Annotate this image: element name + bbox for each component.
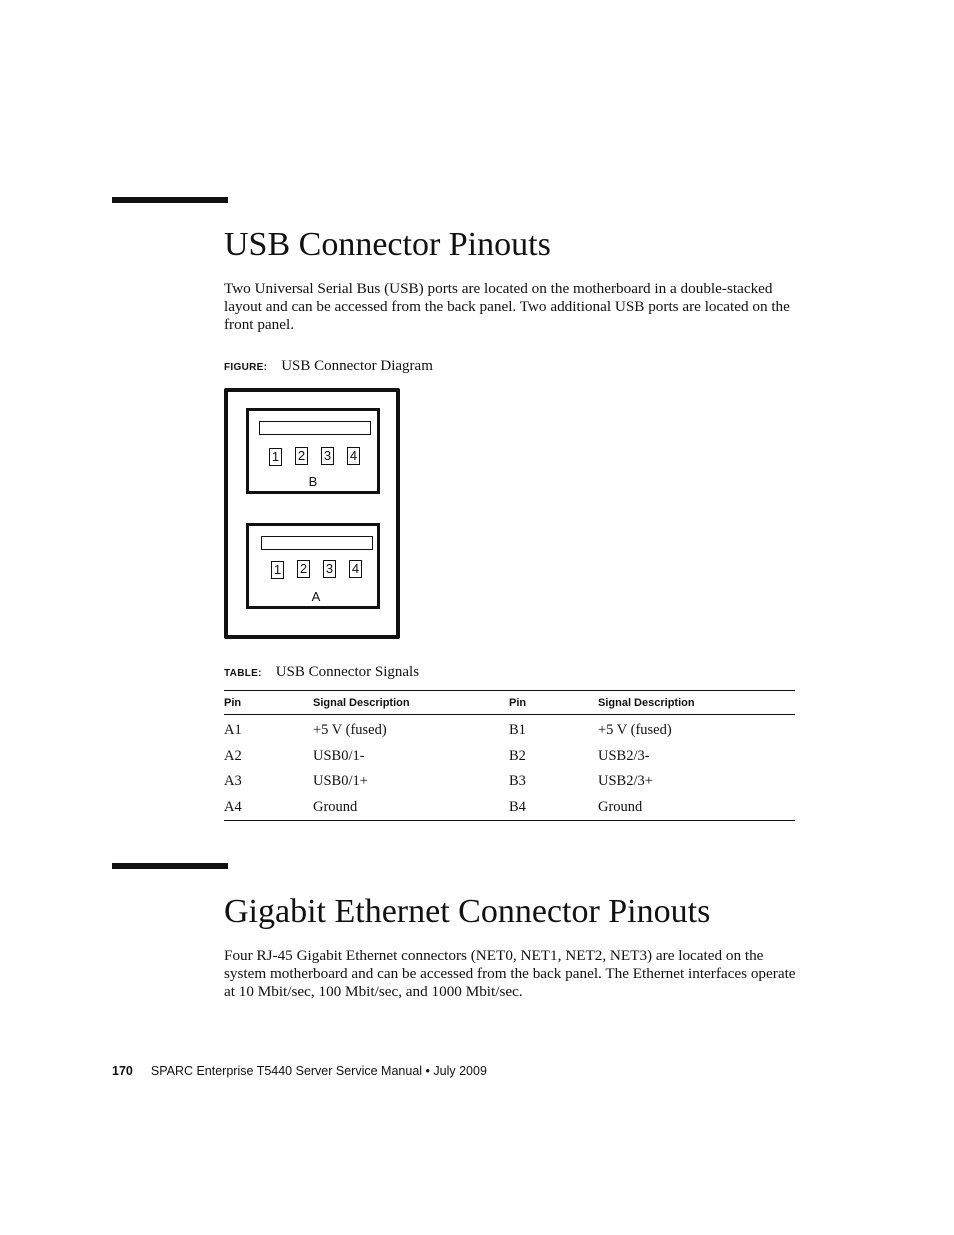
footer-separator: •	[425, 1064, 430, 1078]
cell-signal: Ground	[313, 798, 358, 815]
header-signal-description: Signal Description	[313, 691, 509, 715]
table-title: USB Connector Signals	[275, 664, 420, 680]
usb-port-a-slot	[261, 536, 373, 550]
heading-usb-connector-pinouts: USB Connector Pinouts	[224, 226, 551, 263]
cell-signal: +5 V (fused)	[313, 722, 387, 739]
figure-title: USB Connector Diagram	[281, 358, 433, 374]
cell-signal: Ground	[598, 798, 643, 815]
cell-signal: USB0/1-	[313, 747, 365, 764]
usb-port-a-label: A	[311, 589, 321, 604]
usb-port-a-pin-2: 2	[297, 560, 310, 578]
usb-port-b-pin-4: 4	[347, 447, 360, 465]
table-row	[224, 769, 795, 795]
cell-pin: B2	[509, 747, 526, 764]
figure-caption	[224, 358, 433, 375]
table-header-row	[224, 691, 795, 715]
cell-pin: B1	[509, 722, 526, 739]
usb-port-a-pin-3: 3	[323, 560, 336, 578]
footer-doc-title: SPARC Enterprise T5440 Server Service Manual	[150, 1064, 423, 1078]
usb-intro-paragraph: Two Universal Serial Bus (USB) ports are located on the motherboard in a double-stacked layout and can be accessed from the back panel. Two additional USB ports are located on the front panel.	[224, 280, 790, 333]
page-number: 170	[112, 1064, 133, 1078]
cell-pin: A2	[224, 747, 242, 764]
footer-date: July 2009	[433, 1064, 487, 1078]
table-row	[224, 744, 795, 770]
usb-signals-table	[224, 690, 795, 821]
header-pin: Pin	[509, 691, 598, 715]
cell-signal: +5 V (fused)	[598, 722, 672, 739]
usb-port-b-pin-1: 1	[269, 448, 282, 466]
usb-port-b-slot	[259, 421, 371, 435]
cell-signal: USB2/3+	[598, 773, 653, 790]
table-row	[224, 795, 795, 821]
table-caption	[224, 664, 419, 681]
cell-pin: B3	[509, 773, 526, 790]
figure-label: FIGURE:	[224, 362, 268, 373]
usb-port-b-pin-2: 2	[295, 447, 308, 465]
table-row	[224, 715, 795, 744]
usb-port-b	[246, 408, 380, 494]
cell-pin: A1	[224, 722, 242, 739]
header-pin: Pin	[224, 691, 313, 715]
cell-pin: A4	[224, 798, 242, 815]
heading-gigabit-ethernet-connector-pinouts: Gigabit Ethernet Connector Pinouts	[224, 893, 711, 930]
page-footer	[112, 1064, 487, 1078]
usb-port-b-pin-3: 3	[321, 447, 334, 465]
cell-pin: A3	[224, 773, 242, 790]
ethernet-intro-paragraph: Four RJ-45 Gigabit Ethernet connectors (NET0, NET1, NET2, NET3) are located on the system motherboard and can be accessed from the back panel. The Ethernet interfaces operate at 10 Mbit/sec, 100 Mbit/sec, and 1000 Mbit/sec.	[224, 947, 796, 1000]
section-rule-ethernet	[112, 863, 228, 869]
usb-port-a-pin-1: 1	[271, 561, 284, 579]
cell-signal: USB0/1+	[313, 773, 368, 790]
section-rule-usb	[112, 197, 228, 203]
cell-pin: B4	[509, 798, 526, 815]
table-label: TABLE:	[224, 668, 262, 679]
header-signal-description: Signal Description	[598, 691, 795, 715]
usb-port-a	[246, 523, 380, 609]
usb-port-b-label: B	[308, 474, 318, 489]
cell-signal: USB2/3-	[598, 747, 650, 764]
usb-port-a-pin-4: 4	[349, 560, 362, 578]
